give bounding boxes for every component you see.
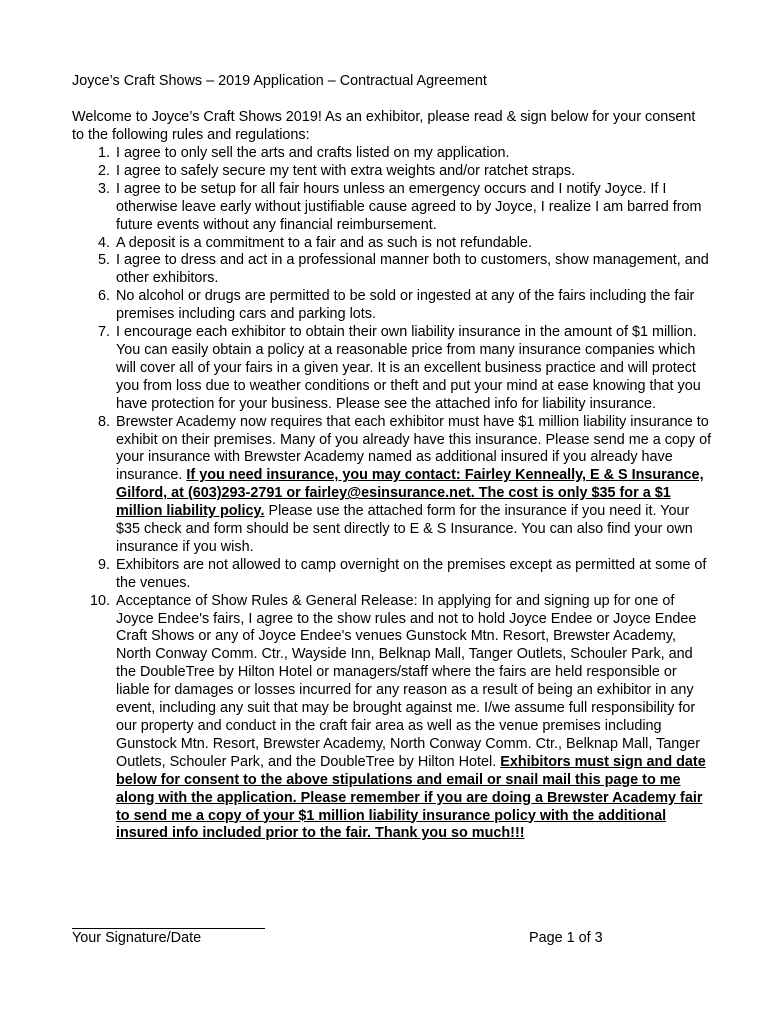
- rules-list: [72, 145, 712, 843]
- insurance-contact-text: If you need insurance, you may contact: Fairley Kenneally, E & S Insurance, Gilford, at (603)293-2791 or fairley@esinsurance.net. The cost is only $35 for a $1 million liability policy.: [116, 467, 704, 520]
- signature-line: [72, 928, 265, 929]
- rule-text: I encourage each exhibitor to obtain their own liability insurance in the amount of $1 million. You can easily obtain a policy at a reasonable price from many insurance companies which will cover all of your fairs in a given year. It is an excellent business practice and will protect you from loss due to weather conditions or theft and put your mind at ease knowing that you have protection for your business. Please see the attached info for liability insurance.: [116, 324, 701, 412]
- rule-item: [72, 414, 712, 557]
- rule-text: Brewster Academy now requires that each exhibitor must have $1 million liability insurance to exhibit on their premises. Many of you already have this insurance. Please send me a copy of your insurance with Brewster Academy named as additional insured if you already have insurance.: [116, 413, 712, 484]
- rule-text: I agree to dress and act in a professional manner both to customers, show management, and other exhibitors.: [116, 252, 709, 287]
- rule-number: 7.: [97, 324, 110, 341]
- rule-text: I agree to be setup for all fair hours unless an emergency occurs and I notify Joyce. If I otherwise leave early without justifiable cause agreed to by Joyce, I realize I am barred from future events without any financial reimbursement.: [116, 180, 702, 233]
- document-title: Joyce’s Craft Shows – 2019 Application – Contractual Agreement: [72, 73, 487, 89]
- rule-text: Acceptance of Show Rules & General Release: In applying for and signing up for one of Joyce Endee's fairs, I agree to the show rules and not to hold Joyce Endee or Joyce Endee Craft Shows or any of Joyce Endee's venues Gunstock Mtn. Resort, Brewster Academy, North Conway Comm. Ctr., Wayside Inn, Belknap Mall, Tanger Outlets, Schouler Park, and the DoubleTree by Hilton Hotel or managers/staff where the fairs are held responsible or liable for damages or losses incurred for any reason as a result of being an exhibitor in any event, including any suit that may be brought against me. I/we assume full responsibility for our property and conduct in the craft fair area as well as the venue premises including Gunstock Mtn. Resort, Brewster Academy, North Conway Comm. Ctr., Belknap Mall, Tanger Outlets, Schouler Park, and the DoubleTree by Hilton Hotel.: [116, 592, 701, 770]
- rule-number: 6.: [97, 288, 110, 305]
- rule-number: 4.: [97, 234, 110, 251]
- consent-instruction-text: Exhibitors must sign and date below for consent to the above stipulations and email or snail mail this page to me along with the application. Please remember if you are doing a Brewster Academy fair to send me a copy of your $1 million liability insurance policy with the additional insured info included prior to the fair. Thank you so much!!!: [116, 753, 706, 842]
- rule-text: A deposit is a commitment to a fair and as such is not refundable.: [116, 234, 532, 251]
- rule-number: 5.: [97, 252, 110, 269]
- rule-item: [72, 163, 712, 181]
- rule-item: [72, 145, 712, 163]
- rule-text: I agree to safely secure my tent with extra weights and/or ratchet straps.: [116, 162, 576, 179]
- rule-item: [72, 557, 712, 593]
- rule-number: 10.: [89, 592, 110, 609]
- page-number: Page 1 of 3: [529, 930, 603, 946]
- rule-text-continued: Please use the attached form for the insurance if you need it. Your $35 check and form should be sent directly to E & S Insurance. You can also find your own insurance if you wish.: [116, 503, 693, 555]
- rule-item: [72, 288, 712, 324]
- rule-number: 1.: [97, 145, 110, 161]
- rule-text: Exhibitors are not allowed to camp overnight on the premises except as permitted at some of the venues.: [116, 556, 707, 591]
- intro-paragraph: Welcome to Joyce’s Craft Shows 2019! As an exhibitor, please read & sign below for your consent to the following rules and regulations:: [72, 109, 696, 143]
- rule-number: 8.: [97, 413, 110, 430]
- rule-number: 2.: [97, 162, 110, 179]
- rule-number: 3.: [97, 180, 110, 197]
- signature-label: Your Signature/Date: [72, 930, 202, 946]
- rule-item: [72, 181, 712, 235]
- rule-text: I agree to only sell the arts and crafts listed on my application.: [116, 145, 510, 161]
- rule-item: [72, 593, 712, 844]
- rule-text: No alcohol or drugs are permitted to be sold or ingested at any of the fairs including the fair premises including cars and parking lots.: [116, 288, 695, 323]
- rule-item: [72, 324, 712, 414]
- rule-item: [72, 235, 712, 253]
- rule-number: 9.: [97, 556, 110, 573]
- rule-item: [72, 252, 712, 288]
